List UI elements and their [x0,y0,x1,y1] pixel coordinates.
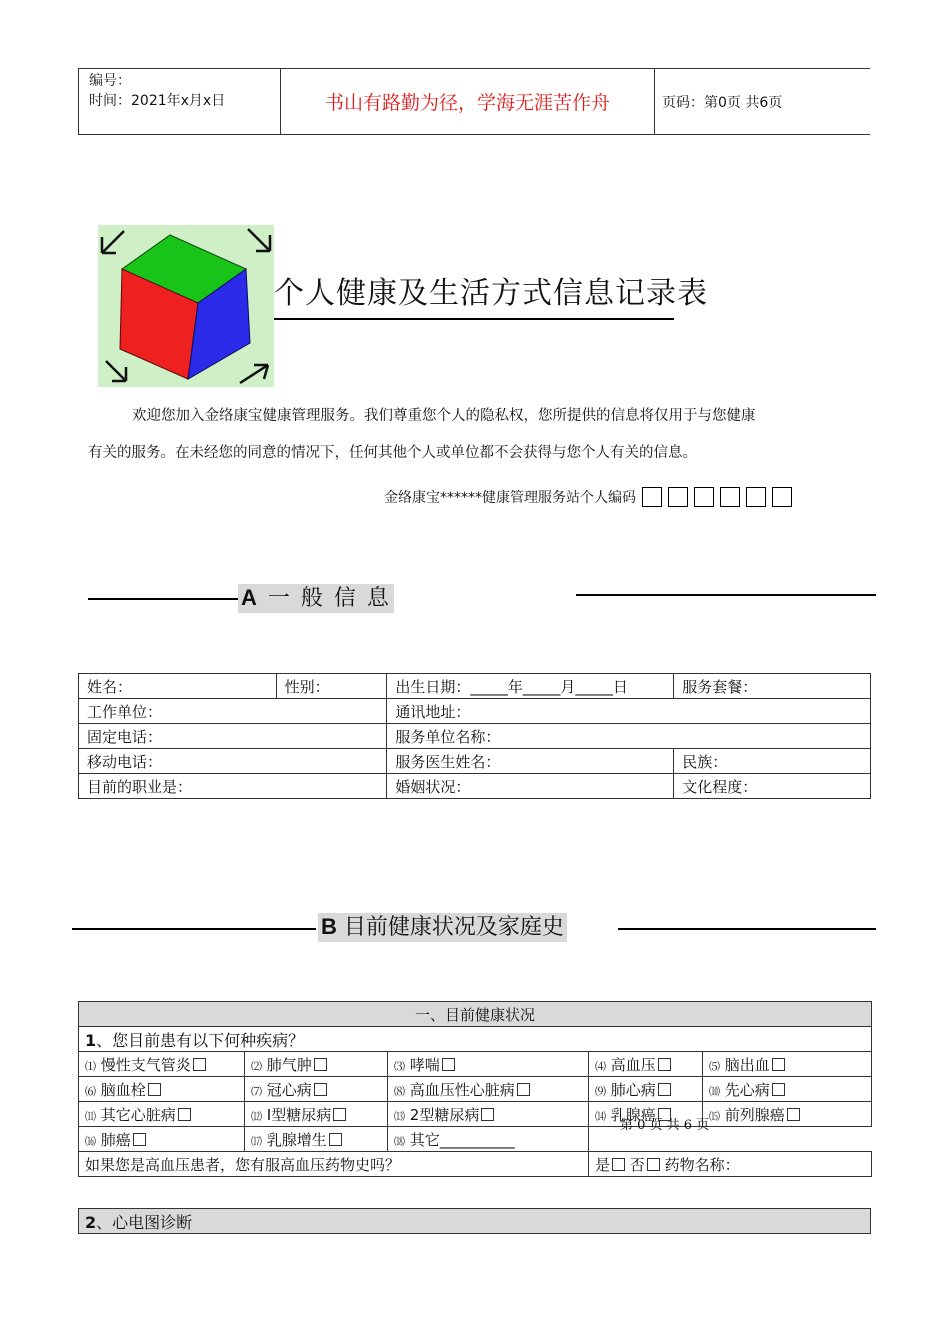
disease-number: ⒄ [251,1134,262,1148]
page-title: 个人健康及生活方式信息记录表 [274,276,708,311]
disease-checkbox[interactable] [193,1058,206,1071]
disease-label: 脑出血 [724,1055,770,1074]
mobile-field[interactable]: 移动电话： [79,749,387,774]
code-box[interactable] [694,487,714,507]
intro-line-1: 欢迎您加入金络康宝健康管理服务。我们尊重您个人的隐私权，您所提供的信息将仅用于与您健康 [132,408,756,424]
gender-field[interactable]: 性别： [276,674,387,699]
header-meta [79,69,281,134]
code-box[interactable] [642,487,662,507]
disease-number: ⑿ [251,1109,262,1123]
disease-option[interactable] [589,1052,703,1077]
disease-option[interactable] [703,1077,872,1102]
header-motto: 书山有路勤为径，学海无涯苦作舟 [281,69,655,134]
disease-number: ⑸ [709,1059,720,1073]
disease-label: 慢性支气管炎 [100,1055,191,1074]
disease-number: ⑵ [251,1059,262,1073]
disease-checkbox[interactable] [133,1133,146,1146]
section-a-rule-right [576,594,876,596]
disease-checkbox[interactable] [772,1058,785,1071]
footer-page-number: 第 0 页 共 6 页 [620,1118,710,1133]
disease-label: 高血压 [610,1055,656,1074]
marital-field[interactable]: 婚姻状况： [387,774,674,799]
disease-number: ⑺ [251,1084,262,1098]
disease-option[interactable] [388,1102,589,1127]
disease-label: 肺癌 [100,1130,131,1149]
disease-label: 肺心病 [610,1080,656,1099]
disease-checkbox[interactable] [772,1083,785,1096]
service-package-field[interactable]: 服务套餐： [674,674,871,699]
health-table-title: 一、目前健康状况 [79,1002,872,1027]
disease-number: ⑴ [85,1059,96,1073]
disease-label: 其它__________ [409,1130,515,1149]
disease-label: 乳腺癌 [610,1105,656,1124]
section-a-heading: A 一 般 信 息 [238,584,394,613]
disease-number: ⒂ [709,1109,720,1123]
disease-label: 哮喘 [409,1055,440,1074]
disease-number: ⑶ [394,1059,405,1073]
disease-number: ⑻ [394,1084,405,1098]
disease-label: 高血压性心脏病 [409,1080,515,1099]
header-page-info: 页码：第0页 共6页 [662,94,783,111]
no-checkbox[interactable] [647,1158,660,1171]
birth-date-field[interactable]: 出生日期：_____年_____月_____日 [387,674,674,699]
section-b-heading: B 目前健康状况及家庭史 [318,913,567,942]
disease-label: 其它心脏病 [100,1105,176,1124]
disease-number: ⑼ [595,1084,606,1098]
ethnic-field[interactable]: 民族： [674,749,871,774]
service-unit-field[interactable]: 服务单位名称： [387,724,871,749]
drug-name-field[interactable]: 药物名称： [664,1155,740,1174]
disease-option[interactable] [245,1077,388,1102]
disease-option[interactable] [388,1077,589,1102]
question-2: 2、心电图诊断 [79,1209,871,1234]
disease-option[interactable] [245,1127,388,1152]
disease-checkbox[interactable] [658,1058,671,1071]
disease-label: 脑血栓 [100,1080,146,1099]
name-field[interactable]: 姓名： [79,674,277,699]
code-box[interactable] [746,487,766,507]
disease-checkbox[interactable] [517,1083,530,1096]
section-b-rule-right [618,928,876,930]
disease-option[interactable] [589,1077,703,1102]
disease-checkbox[interactable] [329,1133,342,1146]
document-header [78,68,870,135]
disease-option[interactable] [79,1102,245,1127]
yes-checkbox[interactable] [612,1158,625,1171]
work-unit-field[interactable]: 工作单位： [79,699,387,724]
intro-line-2: 有关的服务。在未经您的同意的情况下，任何其他个人或单位都不会获得与您个人有关的信息。 [88,445,697,461]
disease-option[interactable] [79,1077,245,1102]
disease-checkbox[interactable] [314,1083,327,1096]
section-b-rule-left [72,928,316,930]
disease-number: ⒃ [85,1134,96,1148]
disease-number: ⑹ [85,1084,96,1098]
title-underline [274,318,674,320]
disease-checkbox[interactable] [442,1058,455,1071]
disease-checkbox[interactable] [314,1058,327,1071]
disease-number: ⑽ [709,1084,720,1098]
hypertension-answer: 是 否 药物名称： [589,1152,872,1177]
general-info-table [78,673,871,799]
disease-label: 前列腺癌 [724,1105,785,1124]
disease-option[interactable] [388,1127,589,1152]
cube-logo [98,225,274,387]
disease-list [79,1052,872,1152]
personal-code-row [384,484,792,510]
intro-text [88,398,868,472]
time-label: 时间：2021年x月x日 [89,93,226,109]
disease-number: ⑷ [595,1059,606,1073]
personal-code-label: 金络康宝******健康管理服务站个人编码 [384,490,636,506]
code-box[interactable] [720,487,740,507]
disease-option[interactable] [245,1102,388,1127]
disease-option[interactable] [79,1127,245,1152]
ecg-table [78,1208,871,1234]
phone-field[interactable]: 固定电话： [79,724,387,749]
code-box[interactable] [772,487,792,507]
hypertension-question: 如果您是高血压患者，您有服高血压药物史吗？ [79,1152,589,1177]
code-label: 编号： [89,73,131,89]
disease-checkbox[interactable] [333,1108,346,1121]
disease-option[interactable] [388,1052,589,1077]
disease-label: 先心病 [724,1080,770,1099]
disease-label: 肺气肿 [266,1055,312,1074]
disease-option[interactable] [703,1102,872,1127]
question-1: 1、您目前患有以下何种疾病？ [79,1027,872,1052]
disease-label: 2型糖尿病 [409,1105,480,1124]
disease-label: 乳腺增生 [266,1130,327,1149]
disease-number: ⒁ [595,1109,606,1123]
address-field[interactable]: 通讯地址： [387,699,871,724]
occupation-field[interactable]: 目前的职业是： [79,774,387,799]
disease-checkbox[interactable] [787,1108,800,1121]
disease-number: ⒅ [394,1134,405,1148]
disease-checkbox[interactable] [658,1083,671,1096]
doctor-name-field[interactable]: 服务医生姓名： [387,749,674,774]
health-status-table [78,1001,872,1177]
disease-option[interactable] [245,1052,388,1077]
disease-checkbox[interactable] [148,1083,161,1096]
disease-label: 冠心病 [266,1080,312,1099]
education-field[interactable]: 文化程度： [674,774,871,799]
disease-option[interactable] [79,1052,245,1077]
disease-checkbox[interactable] [481,1108,494,1121]
disease-number: ⑾ [85,1109,96,1123]
disease-option[interactable] [703,1052,872,1077]
disease-label: I型糖尿病 [266,1105,332,1124]
disease-number: ⒀ [394,1109,405,1123]
disease-checkbox[interactable] [178,1108,191,1121]
code-box[interactable] [668,487,688,507]
